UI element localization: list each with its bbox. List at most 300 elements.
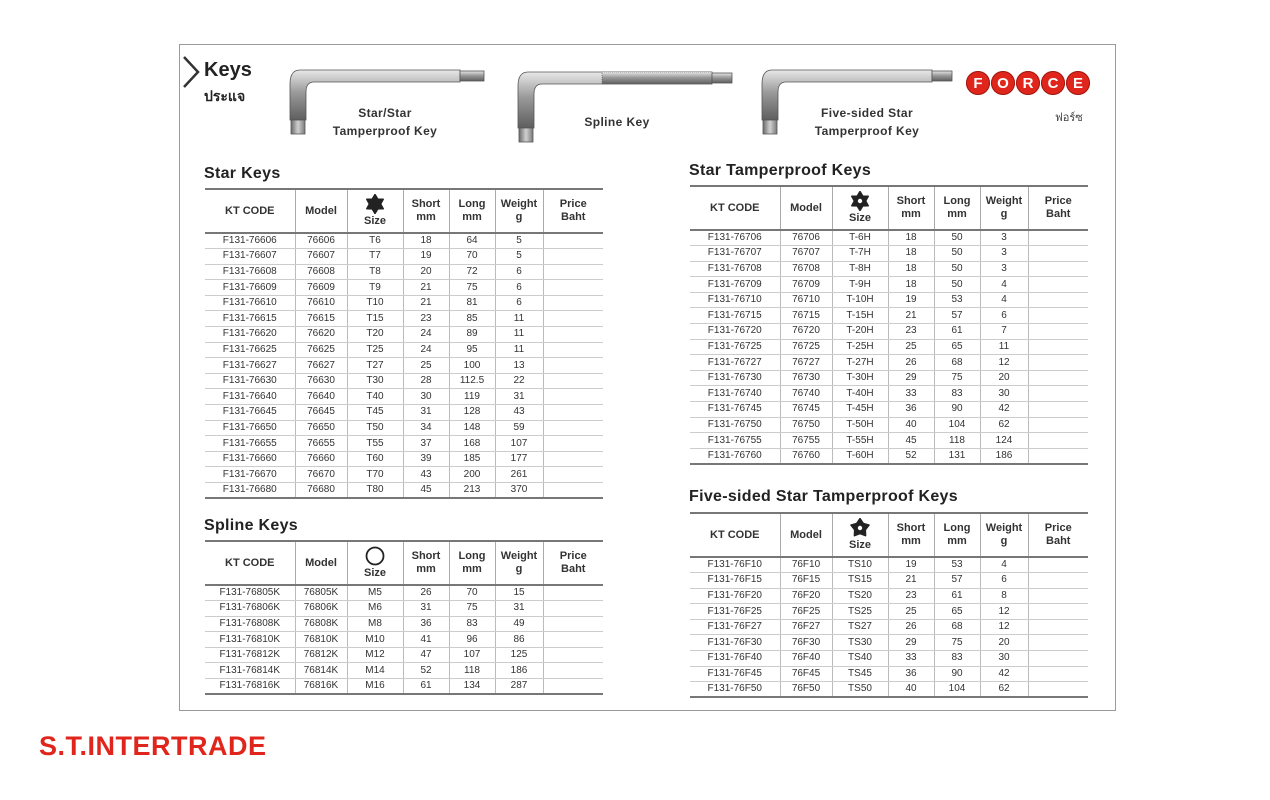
col-price-cell: [543, 616, 603, 632]
col-size-cell: T27: [347, 358, 403, 374]
table-row: [690, 292, 1088, 308]
col-weight-cell: 11: [495, 311, 543, 327]
col-short-cell: 40: [888, 417, 934, 433]
col-price-cell: [543, 405, 603, 421]
five-sided-star-icon: [850, 518, 870, 538]
col-long-cell: 131: [934, 448, 980, 464]
col-model-cell: 76625: [295, 342, 347, 358]
col-kt-code-cell: F131-76610: [205, 295, 295, 311]
table-row: [690, 355, 1088, 371]
col-model-cell: 76F10: [780, 557, 832, 573]
col-price-cell: [543, 280, 603, 296]
col-model-cell: 76805K: [295, 585, 347, 601]
col-price-cell: [543, 249, 603, 265]
force-logo: F O R C E: [966, 71, 1098, 101]
col-long-cell: 119: [449, 389, 495, 405]
col-short-cell: 61: [403, 679, 449, 695]
col-price: Price Baht: [1028, 186, 1088, 230]
col-price-cell: [543, 420, 603, 436]
col-size-cell: T9: [347, 280, 403, 296]
col-short: Short mm: [403, 189, 449, 233]
col-model: Model: [295, 541, 347, 585]
col-size-cell: M6: [347, 601, 403, 617]
col-kt-code-cell: F131-76709: [690, 277, 780, 293]
col-kt-code-cell: F131-76625: [205, 342, 295, 358]
col-weight-cell: 186: [980, 448, 1028, 464]
col-kt-code-cell: F131-76725: [690, 339, 780, 355]
table-row: [205, 327, 603, 343]
col-kt-code-cell: F131-76640: [205, 389, 295, 405]
col-long-cell: 61: [934, 324, 980, 340]
col-kt-code-cell: F131-76F45: [690, 666, 780, 682]
col-size-cell: T60: [347, 451, 403, 467]
spline-key-image: [512, 66, 736, 146]
col-size-cell: T6: [347, 233, 403, 249]
col-price-cell: [543, 663, 603, 679]
table-row: [205, 373, 603, 389]
col-model-cell: 76680: [295, 483, 347, 499]
col-model-cell: 76640: [295, 389, 347, 405]
col-weight-cell: 31: [495, 601, 543, 617]
table-row: [690, 324, 1088, 340]
col-long-cell: 68: [934, 619, 980, 635]
col-kt-code-cell: F131-76F10: [690, 557, 780, 573]
table-row: [205, 663, 603, 679]
col-size-cell: T30: [347, 373, 403, 389]
col-weight-cell: 5: [495, 249, 543, 265]
col-price-cell: [1028, 370, 1088, 386]
col-short-cell: 39: [403, 451, 449, 467]
col-kt-code: KT CODE: [205, 541, 295, 585]
col-short-cell: 18: [403, 233, 449, 249]
table-row: [205, 679, 603, 695]
table-row: [690, 619, 1088, 635]
col-price-cell: [543, 483, 603, 499]
five-sided-star-key-label: Five-sided Star Tamperproof Key: [814, 106, 920, 138]
col-model-cell: 76620: [295, 327, 347, 343]
col-weight-cell: 30: [980, 651, 1028, 667]
col-model-cell: 76608: [295, 264, 347, 280]
col-model-cell: 76730: [780, 370, 832, 386]
col-long-cell: 50: [934, 277, 980, 293]
col-weight-cell: 42: [980, 402, 1028, 418]
col-long-cell: 50: [934, 246, 980, 262]
col-kt-code-cell: F131-76608: [205, 264, 295, 280]
col-short-cell: 26: [403, 585, 449, 601]
col-short-cell: 25: [888, 604, 934, 620]
col-long-cell: 83: [934, 386, 980, 402]
col-short-cell: 36: [888, 666, 934, 682]
col-kt-code-cell: F131-76670: [205, 467, 295, 483]
col-short-cell: 29: [888, 370, 934, 386]
col-price-cell: [543, 358, 603, 374]
col-kt-code-cell: F131-76F40: [690, 651, 780, 667]
col-size-cell: TS10: [832, 557, 888, 573]
col-long-cell: 107: [449, 647, 495, 663]
col-long-cell: 128: [449, 405, 495, 421]
col-short: Short mm: [888, 513, 934, 557]
col-size-cell: T40: [347, 389, 403, 405]
col-model-cell: 76F30: [780, 635, 832, 651]
col-long-cell: 134: [449, 679, 495, 695]
col-kt-code-cell: F131-76745: [690, 402, 780, 418]
col-weight-cell: 30: [980, 386, 1028, 402]
col-price-cell: [543, 451, 603, 467]
col-price-cell: [543, 679, 603, 695]
col-short-cell: 18: [888, 246, 934, 262]
col-price-cell: [1028, 433, 1088, 449]
col-long-cell: 118: [449, 663, 495, 679]
col-size-cell: TS20: [832, 588, 888, 604]
col-price-cell: [1028, 682, 1088, 698]
col-short-cell: 18: [888, 277, 934, 293]
table-row: [690, 339, 1088, 355]
col-price: Price Baht: [1028, 513, 1088, 557]
col-weight: Weight g: [495, 189, 543, 233]
col-size-cell: T-45H: [832, 402, 888, 418]
col-kt-code-cell: F131-76655: [205, 436, 295, 452]
col-kt-code-cell: F131-76615: [205, 311, 295, 327]
col-weight-cell: 186: [495, 663, 543, 679]
col-weight-cell: 12: [980, 619, 1028, 635]
col-long-cell: 65: [934, 604, 980, 620]
col-price-cell: [543, 647, 603, 663]
col-long-cell: 53: [934, 557, 980, 573]
col-price-cell: [543, 436, 603, 452]
col-long-cell: 75: [449, 601, 495, 617]
col-size-cell: TS30: [832, 635, 888, 651]
col-short-cell: 19: [888, 292, 934, 308]
table-row: [690, 277, 1088, 293]
col-size-cell: T-50H: [832, 417, 888, 433]
col-model-cell: 76707: [780, 246, 832, 262]
col-price-cell: [1028, 402, 1088, 418]
col-short-cell: 19: [888, 557, 934, 573]
col-price-cell: [543, 264, 603, 280]
col-price-cell: [1028, 308, 1088, 324]
col-model-cell: 76609: [295, 280, 347, 296]
col-kt-code-cell: F131-76680: [205, 483, 295, 499]
table-row: [690, 417, 1088, 433]
col-kt-code-cell: F131-76F15: [690, 573, 780, 589]
col-weight-cell: 62: [980, 682, 1028, 698]
table-row: [205, 601, 603, 617]
col-short-cell: 31: [403, 405, 449, 421]
col-weight-cell: 370: [495, 483, 543, 499]
col-size-cell: T-30H: [832, 370, 888, 386]
col-long-cell: 75: [934, 635, 980, 651]
col-price-cell: [1028, 386, 1088, 402]
col-long-cell: 81: [449, 295, 495, 311]
col-size-cell: T-60H: [832, 448, 888, 464]
col-size-cell: M10: [347, 632, 403, 648]
col-weight-cell: 4: [980, 292, 1028, 308]
col-short-cell: 52: [888, 448, 934, 464]
col-size-cell: TS40: [832, 651, 888, 667]
col-weight-cell: 11: [980, 339, 1028, 355]
col-long-cell: 68: [934, 355, 980, 371]
col-weight-cell: 5: [495, 233, 543, 249]
col-size-cell: T-6H: [832, 230, 888, 246]
col-kt-code-cell: F131-76810K: [205, 632, 295, 648]
col-size-cell: T-9H: [832, 277, 888, 293]
col-weight-cell: 13: [495, 358, 543, 374]
col-size-cell: T7: [347, 249, 403, 265]
col-weight-cell: 7: [980, 324, 1028, 340]
col-short-cell: 36: [403, 616, 449, 632]
col-weight-cell: 8: [980, 588, 1028, 604]
table-row: [690, 573, 1088, 589]
col-long-cell: 50: [934, 261, 980, 277]
col-kt-code-cell: F131-76760: [690, 448, 780, 464]
col-price-cell: [543, 342, 603, 358]
spline-keys-title: Spline Keys: [204, 517, 299, 534]
col-model-cell: 76655: [295, 436, 347, 452]
col-weight: Weight g: [495, 541, 543, 585]
table-row: [690, 402, 1088, 418]
col-kt-code-cell: F131-76816K: [205, 679, 295, 695]
table-row: [690, 651, 1088, 667]
col-short-cell: 28: [403, 373, 449, 389]
col-long: Long mm: [449, 541, 495, 585]
table-row: [205, 249, 603, 265]
table-row: [690, 635, 1088, 651]
col-size-cell: T45: [347, 405, 403, 421]
table-row: [205, 280, 603, 296]
col-price-cell: [1028, 292, 1088, 308]
col-model-cell: 76810K: [295, 632, 347, 648]
col-model-cell: 76F40: [780, 651, 832, 667]
table-row: [205, 389, 603, 405]
page-title-thai: ประแจ: [204, 88, 246, 104]
col-long-cell: 118: [934, 433, 980, 449]
col-kt-code-cell: F131-76609: [205, 280, 295, 296]
col-weight-cell: 20: [980, 635, 1028, 651]
star-tamperproof-icon: [850, 191, 870, 211]
col-long-cell: 75: [449, 280, 495, 296]
col-weight-cell: 6: [495, 264, 543, 280]
col-short-cell: 37: [403, 436, 449, 452]
col-kt-code-cell: F131-76806K: [205, 601, 295, 617]
table-row: [205, 405, 603, 421]
col-weight-cell: 3: [980, 246, 1028, 262]
col-kt-code-cell: F131-76660: [205, 451, 295, 467]
table-row: [205, 264, 603, 280]
col-weight-cell: 6: [495, 280, 543, 296]
col-size-cell: TS50: [832, 682, 888, 698]
star-size-icon: [365, 194, 385, 214]
col-long-cell: 72: [449, 264, 495, 280]
col-kt-code-cell: F131-76F30: [690, 635, 780, 651]
col-size-cell: T-8H: [832, 261, 888, 277]
col-long-cell: 57: [934, 308, 980, 324]
col-long-cell: 100: [449, 358, 495, 374]
col-price-cell: [1028, 339, 1088, 355]
five-sided-keys-title: Five-sided Star Tamperproof Keys: [689, 488, 958, 505]
table-row: [690, 557, 1088, 573]
col-kt-code-cell: F131-76F50: [690, 682, 780, 698]
col-size-cell: TS25: [832, 604, 888, 620]
col-short-cell: 20: [403, 264, 449, 280]
col-weight-cell: 31: [495, 389, 543, 405]
col-kt-code-cell: F131-76750: [690, 417, 780, 433]
col-size-cell: TS45: [832, 666, 888, 682]
table-row: [205, 420, 603, 436]
col-weight-cell: 62: [980, 417, 1028, 433]
col-size: Size: [347, 541, 403, 585]
col-weight-cell: 6: [495, 295, 543, 311]
col-weight-cell: 3: [980, 230, 1028, 246]
table-row: [205, 311, 603, 327]
col-size-cell: TS15: [832, 573, 888, 589]
col-model-cell: 76615: [295, 311, 347, 327]
col-weight-cell: 15: [495, 585, 543, 601]
col-short-cell: 31: [403, 601, 449, 617]
col-kt-code-cell: F131-76607: [205, 249, 295, 265]
table-row: [205, 358, 603, 374]
col-price-cell: [1028, 355, 1088, 371]
col-size-cell: T-10H: [832, 292, 888, 308]
col-price-cell: [1028, 261, 1088, 277]
col-price-cell: [1028, 651, 1088, 667]
chevron-right-icon: [181, 54, 201, 90]
col-price: Price Baht: [543, 541, 603, 585]
col-long-cell: 89: [449, 327, 495, 343]
table-row: [690, 246, 1088, 262]
col-size-cell: T-55H: [832, 433, 888, 449]
col-model-cell: 76606: [295, 233, 347, 249]
col-long-cell: 148: [449, 420, 495, 436]
col-short-cell: 19: [403, 249, 449, 265]
col-long-cell: 168: [449, 436, 495, 452]
col-model-cell: 76709: [780, 277, 832, 293]
col-model: Model: [780, 513, 832, 557]
col-price-cell: [543, 373, 603, 389]
col-short-cell: 21: [403, 295, 449, 311]
col-price-cell: [1028, 230, 1088, 246]
col-price-cell: [543, 601, 603, 617]
col-short-cell: 41: [403, 632, 449, 648]
col-kt-code-cell: F131-76808K: [205, 616, 295, 632]
col-price-cell: [543, 467, 603, 483]
col-model-cell: 76814K: [295, 663, 347, 679]
col-model-cell: 76708: [780, 261, 832, 277]
table-row: [690, 682, 1088, 698]
col-weight: Weight g: [980, 513, 1028, 557]
col-long-cell: 53: [934, 292, 980, 308]
col-model-cell: 76F50: [780, 682, 832, 698]
col-model-cell: 76650: [295, 420, 347, 436]
force-logo-thai: ฟอร์ซ: [1055, 112, 1083, 124]
st-intertrade-brand: S.T.INTERTRADE: [39, 731, 267, 761]
table-row: [690, 433, 1088, 449]
col-price-cell: [1028, 417, 1088, 433]
col-model-cell: 76706: [780, 230, 832, 246]
col-short-cell: 43: [403, 467, 449, 483]
col-size-cell: T-20H: [832, 324, 888, 340]
col-model-cell: 76F45: [780, 666, 832, 682]
col-long-cell: 70: [449, 585, 495, 601]
col-kt-code-cell: F131-76650: [205, 420, 295, 436]
col-kt-code-cell: F131-76755: [690, 433, 780, 449]
col-long-cell: 96: [449, 632, 495, 648]
col-short-cell: 34: [403, 420, 449, 436]
col-price: Price Baht: [543, 189, 603, 233]
col-model-cell: 76F15: [780, 573, 832, 589]
spline-size-icon: [365, 546, 385, 566]
col-kt-code-cell: F131-76645: [205, 405, 295, 421]
col-size-cell: T-40H: [832, 386, 888, 402]
col-short-cell: 26: [888, 355, 934, 371]
col-price-cell: [1028, 666, 1088, 682]
table-row: [205, 585, 603, 601]
col-short-cell: 21: [403, 280, 449, 296]
col-kt-code-cell: F131-76812K: [205, 647, 295, 663]
col-weight-cell: 11: [495, 327, 543, 343]
col-model-cell: 76660: [295, 451, 347, 467]
col-long-cell: 83: [449, 616, 495, 632]
col-size-cell: T70: [347, 467, 403, 483]
col-size-cell: M8: [347, 616, 403, 632]
col-price-cell: [1028, 573, 1088, 589]
col-kt-code-cell: F131-76720: [690, 324, 780, 340]
col-model-cell: 76806K: [295, 601, 347, 617]
col-weight-cell: 12: [980, 355, 1028, 371]
col-model-cell: 76715: [780, 308, 832, 324]
col-kt-code-cell: F131-76606: [205, 233, 295, 249]
table-row: [205, 233, 603, 249]
col-size-cell: T-27H: [832, 355, 888, 371]
col-weight-cell: 3: [980, 261, 1028, 277]
col-long-cell: 85: [449, 311, 495, 327]
col-size-cell: T80: [347, 483, 403, 499]
col-kt-code-cell: F131-76630: [205, 373, 295, 389]
col-model-cell: 76F27: [780, 619, 832, 635]
col-short-cell: 23: [403, 311, 449, 327]
col-long: Long mm: [934, 513, 980, 557]
col-weight-cell: 59: [495, 420, 543, 436]
col-model-cell: 76808K: [295, 616, 347, 632]
col-short-cell: 24: [403, 327, 449, 343]
col-size-cell: T15: [347, 311, 403, 327]
col-weight-cell: 22: [495, 373, 543, 389]
col-short: Short mm: [403, 541, 449, 585]
col-short-cell: 21: [888, 308, 934, 324]
col-model-cell: 76607: [295, 249, 347, 265]
col-size-cell: T50: [347, 420, 403, 436]
col-size: Size: [832, 513, 888, 557]
col-short-cell: 23: [888, 588, 934, 604]
col-model-cell: 76812K: [295, 647, 347, 663]
col-short-cell: 45: [888, 433, 934, 449]
col-long-cell: 50: [934, 230, 980, 246]
col-model-cell: 76816K: [295, 679, 347, 695]
spline-key-label: Spline Key: [584, 115, 650, 129]
col-price-cell: [1028, 557, 1088, 573]
col-price-cell: [543, 632, 603, 648]
col-long-cell: 104: [934, 417, 980, 433]
col-weight-cell: 20: [980, 370, 1028, 386]
table-row: [205, 483, 603, 499]
table-row: [690, 604, 1088, 620]
col-model-cell: 76610: [295, 295, 347, 311]
col-long: Long mm: [934, 186, 980, 230]
col-price-cell: [1028, 604, 1088, 620]
col-price-cell: [1028, 448, 1088, 464]
col-size: Size: [347, 189, 403, 233]
col-short-cell: 29: [888, 635, 934, 651]
col-long-cell: 75: [934, 370, 980, 386]
